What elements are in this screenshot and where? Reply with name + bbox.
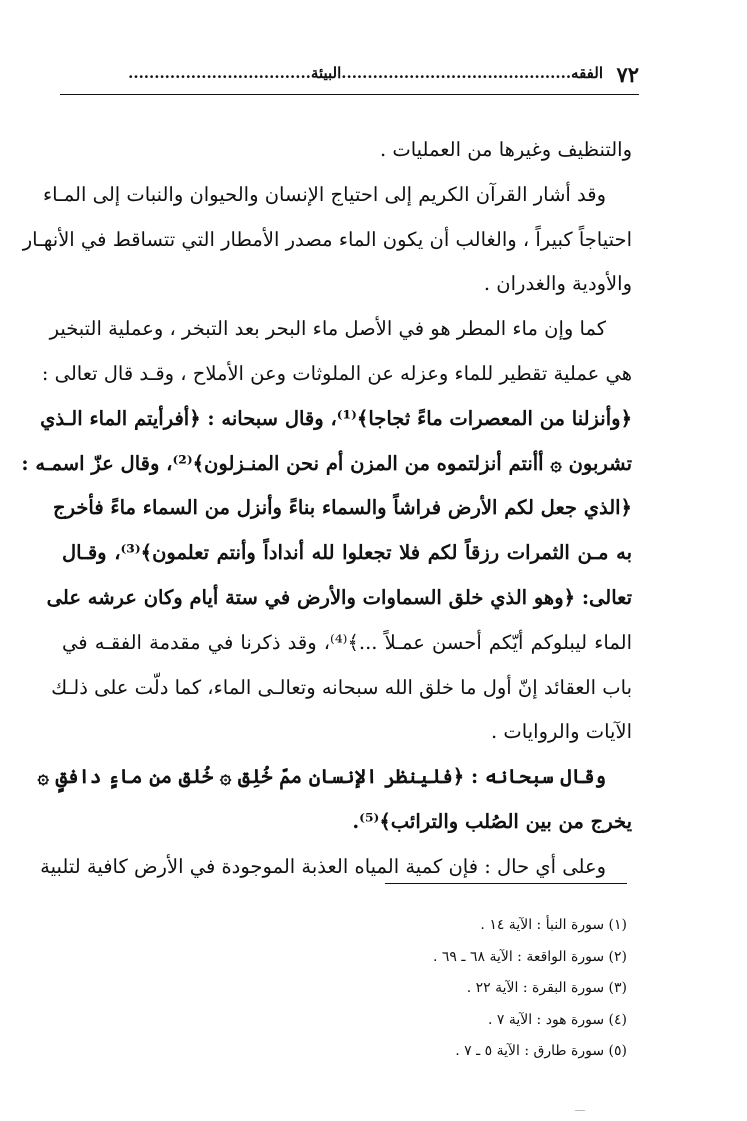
- text-line: والتنظيف وغيرها من العمليات .: [379, 138, 632, 161]
- main-text: [21, 128, 632, 890]
- footnote: (٤) سورة هود : الآية ٧ .: [487, 1011, 627, 1028]
- text-line: وعلى أي حال : فإن كمية المياه العذبة الموجودة في الأرض كافية لتلبية: [40, 854, 606, 878]
- footnote-separator: [385, 883, 627, 884]
- text-line: الآيات والروايات .: [491, 720, 632, 744]
- text-line-quran: تشربون ۞ أأنتم أنزلتموه من المزن أم نحن المنـزلون﴾⁽²⁾، وقال عزّ اسمـه :: [21, 451, 632, 475]
- text-line-quran: ﴿وأنزلنا من المعصرات ماءً ثجاجا﴾⁽¹⁾، وقال سبحانه : ﴿أفرأيتم الماء الـذي: [40, 406, 632, 430]
- footnote: (٥) سورة طارق : الآية ٥ ـ ٧ .: [455, 1043, 627, 1059]
- page-edge-mark: [575, 1110, 585, 1121]
- text-line: كما وإن ماء المطر هو في الأصل ماء البحر بعد التبخر ، وعملية التبخير: [49, 317, 606, 341]
- text-line: الماء ليبلوكم أيّكم أحسن عمـلاً ...﴾⁽⁴⁾، وقد ذكرنا في مقدمة الفقـه في: [62, 630, 632, 654]
- text-line-quran: به مـن الثمرات رزقاً لكم فلا تجعلوا لله أنداداً وأنتم تعلمون﴾⁽³⁾، وقـال: [62, 541, 632, 565]
- footnote: (٢) سورة الواقعة : الآية ٦٨ ـ ٦٩ .: [432, 948, 627, 965]
- page-number: ٧٢: [616, 62, 639, 87]
- text-line: احتياجاً كبيراً ، والغالب أن يكون الماء مصدر الأمطار التي تتساقط في الأنهـار: [22, 227, 632, 251]
- text-line: هي عملية تقطير للماء وعزله عن الملوثات وعن الأملاح ، وقـد قال تعالى :: [41, 361, 632, 385]
- text-line-quran: ﴿الذي جعل لكم الأرض فراشاً والسماء بناءً وأنزل من السماء ماءً فأخرج: [52, 496, 632, 520]
- page-header: [60, 60, 639, 96]
- header-rule: [60, 94, 639, 95]
- running-title: الفقه............................................البيئة...................................: [128, 64, 603, 82]
- text-line-quran: وقال سبحانه : ﴿فلينظر الإنسان ممّ خُلِق ۞ خُلق من ماءٍ دافقٍ ۞: [37, 765, 606, 789]
- text-line-quran: تعالى: ﴿وهو الذي خلق السماوات والأرض في ستة أيام وكان عرشه على: [46, 585, 632, 609]
- text-line-quran: يخرج من بين الصُلب والترائب﴾⁽⁵⁾.: [352, 809, 632, 833]
- footnotes: [207, 910, 627, 1068]
- footnote: (١) سورة النبأ : الآية ١٤ .: [480, 917, 627, 933]
- text-line: والأودية والغدران .: [483, 272, 632, 296]
- text-line: وقد أشار القرآن الكريم إلى احتياج الإنسان والحيوان والنبات إلى المـاء: [42, 182, 606, 206]
- footnote: (٣) سورة البقرة : الآية ٢٢ .: [466, 980, 627, 996]
- text-line: باب العقائد إنّ أول ما خلق الله سبحانه وتعالـى الماء، كما دلّت على ذلـك: [51, 675, 632, 699]
